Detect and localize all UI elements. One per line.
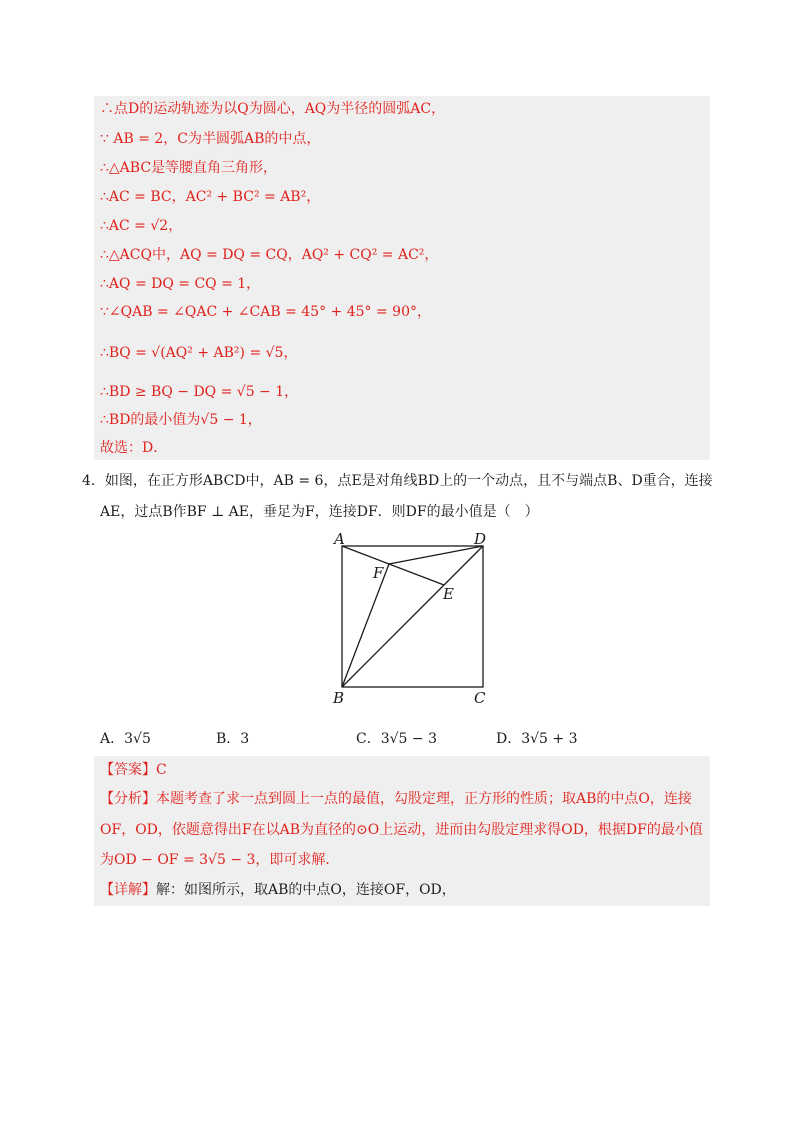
analysis-line-1 [100,789,692,809]
question-line-2: AE，过点B作BF ⊥ AE，垂足为F，连接DF．则DF的最小值是（ ） [100,504,539,520]
segment-ae [342,546,444,585]
detail-text: 解：如图所示，取AB的中点O，连接OF，OD， [156,882,456,898]
square-figure [330,528,510,708]
solution-line-12: 故选：D． [100,440,168,456]
option-b: B．3 [216,731,250,747]
solution-line-11: ∴BD的最小值为√5 − 1， [100,412,262,428]
solution-line-10: ∴BD ≥ BQ − DQ = √5 − 1， [100,384,299,400]
segment-bf [342,564,389,687]
diagonal-bd [342,546,483,687]
detail-line [100,880,456,900]
solution-line-1: ∴点D的运动轨迹为以Q为圆心，AQ为半径的圆弧AC， [100,101,446,117]
solution-line-6: ∴△ACQ中，AQ = DQ = CQ，AQ² + CQ² = AC²， [100,247,439,263]
solution-line-5: ∴AC = √2， [100,218,183,234]
solution-line-3: ∴△ABC是等腰直角三角形， [100,160,278,176]
analysis-line-3: 为OD − OF = 3√5 − 3，即可求解． [100,852,340,868]
solution-line-4: ∴AC = BC，AC² + BC² = AB²， [100,189,321,205]
label-e: E [443,585,454,603]
segment-df [389,546,483,564]
label-c: C [474,689,486,707]
label-b: B [333,689,345,707]
analysis-text-1: 本题考查了求一点到圆上一点的最值，勾股定理，正方形的性质；取AB的中点O，连接 [156,791,692,807]
answer-value: C [156,762,167,778]
analysis-tag: 【分析】 [100,791,156,807]
option-a: A．3√5 [100,731,151,747]
solution-line-7: ∴AQ = DQ = CQ = 1， [100,276,261,292]
option-c: C．3√5 − 3 [356,731,437,747]
answer-tag: 【答案】 [100,762,156,778]
label-a: A [334,530,345,548]
label-f: F [373,564,384,582]
solution-line-9: ∴BQ = √(AQ² + AB²) = √5， [100,345,298,361]
answer-line [100,760,167,780]
analysis-line-2: OF，OD，依题意得出F在以AB为直径的⊙O上运动，进而由勾股定理求得OD，根据DF的最小值 [100,822,703,838]
detail-tag: 【详解】 [100,882,156,898]
question-line-1: 4．如图，在正方形ABCD中，AB = 6，点E是对角线BD上的一个动点，且不与端点B、D重合，连接 [82,473,713,489]
solution-line-8: ∵∠QAB = ∠QAC + ∠CAB = 45° + 45° = 90°， [100,304,431,320]
label-d: D [474,530,487,548]
solution-line-2: ∵ AB = 2，C为半圆弧AB的中点， [100,131,321,147]
option-d: D．3√5 + 3 [496,731,578,747]
